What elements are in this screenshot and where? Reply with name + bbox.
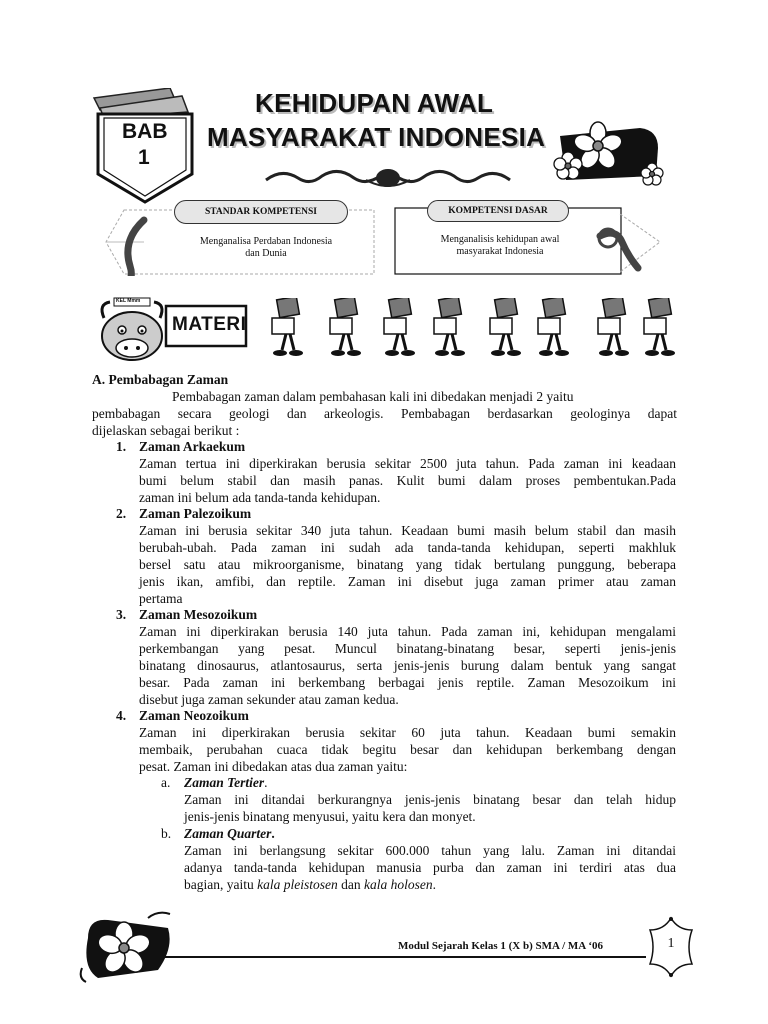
body-line: besar. Pada zaman ini berkembang berbagai jenis reptile. Zaman Mesozoikum ini: [139, 674, 676, 690]
item-number: 1.: [116, 439, 127, 454]
body-line: Zaman ini berlangsung sekitar 600.000 tahun yang lalu. Zaman ini ditandai: [184, 843, 676, 858]
subitem-title-text: Zaman Tertier: [184, 775, 265, 790]
reading-figure-icon: [640, 298, 680, 358]
intro-line: Pembabagan zaman dalam pembahasan kali ini dibedakan menjadi 2 yaitu: [172, 389, 574, 404]
subitem-title-suffix: .: [271, 826, 275, 841]
item-body: [139, 456, 676, 507]
body-line: binatang dinosaurus, atlantosaurus, serta jenis-jenis burung dalam bentuk yang sangat: [139, 657, 676, 673]
footer-text: Modul Sejarah Kelas 1 (X b) SMA / MA ‘06: [398, 940, 604, 952]
line-segment: dan: [337, 876, 364, 892]
item-body: [139, 624, 676, 709]
intro-line: dijelaskan sebagai berikut :: [92, 422, 240, 438]
materi-label: MATERI: [172, 314, 247, 335]
subitem-letter: b.: [161, 826, 172, 841]
standar-kompetensi-line1: Menganalisa Perdaban Indonesia: [199, 236, 333, 247]
term-holosen: kala holosen: [363, 876, 433, 892]
body-line: berubah-ubah. Pada zaman ini sudah ada tanda-tanda kehidupan, seperti makhluk: [139, 539, 676, 555]
page-title-line1: KEHIDUPAN AWAL: [255, 88, 494, 118]
body-line: jenis ikan, amfibi, dan reptile. Zaman ini disebut juga zaman primer atau zaman: [139, 573, 676, 589]
page-title-line2: MASYARAKAT INDONESIA: [207, 122, 546, 152]
reading-figure-icon: [534, 298, 574, 358]
subitem-body: [184, 792, 676, 826]
footer-rule: [160, 956, 646, 958]
chapter-label: BAB: [122, 120, 168, 143]
reading-figure-icon: [486, 298, 526, 358]
body-line: Zaman ini ditandai berkurangnya jenis-jenis binatang besar dan telah hidup: [184, 792, 676, 807]
kompetensi-dasar-text: [420, 234, 580, 258]
section-a-intro: [92, 389, 677, 440]
chapter-number: 1: [138, 146, 150, 169]
standar-kompetensi-text: [196, 236, 336, 260]
kompetensi-dasar-line1: Menganalisis kehidupan awal: [440, 234, 560, 245]
body-line: [184, 877, 676, 894]
item-body: [139, 523, 676, 608]
intro-line: pembabagan secara geologi dan arkeologis. Pembabagan berdasarkan geologinya dapat: [92, 405, 677, 421]
body-line: pesat. Zaman ini dibedakan atas dua zaman yaitu:: [139, 758, 408, 774]
subitem-title-suffix: .: [264, 775, 268, 790]
body-line: pertama: [139, 590, 183, 606]
body-line: Zaman tertua ini diperkirakan berusia sekitar 2500 juta tahun. Pada zaman ini keadaan: [139, 456, 676, 471]
body-line: perkembangan yang pesat. Muncul binatang-binatang besar, seperti jenis-jenis: [139, 640, 676, 656]
body-line: Zaman ini diperkirakan berusia sekitar 60 juta tahun. Keadaan bumi semakin: [139, 725, 676, 740]
body-line: disebut juga zaman sekunder atau zaman kedua.: [139, 691, 399, 707]
kompetensi-dasar-line2: masyarakat Indonesia: [456, 246, 544, 257]
reading-figure-icon: [326, 298, 366, 358]
subitem-letter: a.: [161, 775, 171, 790]
footer-flower-icon: [78, 908, 178, 984]
reading-figure-icon: [380, 298, 420, 358]
body-line: adanya tanda-tanda kehidupan manusia purba dan zaman ini terdiri atas dua: [184, 859, 676, 875]
subitem-title-text: Zaman Quarter: [184, 826, 272, 841]
page-number: 1: [667, 936, 675, 951]
reading-figure-icon: [594, 298, 634, 358]
item-number: 4.: [116, 708, 127, 723]
item-title: Zaman Neozoikum: [139, 708, 249, 723]
item-body: [139, 725, 676, 776]
kompetensi-dasar-label: KOMPETENSI DASAR: [427, 200, 569, 222]
line-segment: bagian, yaitu: [184, 876, 258, 892]
reading-figure-icon: [430, 298, 470, 358]
body-line: Zaman ini diperkirakan berusia 140 juta tahun. Pada zaman ini, kehidupan mengalami: [139, 624, 676, 639]
section-a-heading: A. Pembabagan Zaman: [92, 372, 229, 387]
reading-figure-icon: [268, 298, 308, 358]
body-line: membaik, perubahan cuaca tidak begitu besar dan kehidupan berkembang dengan: [139, 741, 676, 757]
body-line: jenis-jenis binatang menyusui, yaitu kera dan monyet.: [184, 808, 476, 824]
standar-kompetensi-label: STANDAR KOMPETENSI: [174, 200, 348, 224]
line-segment: .: [432, 876, 436, 892]
standar-kompetensi-line2: dan Dunia: [245, 248, 287, 259]
body-line: bumi belum stabil dan masih panas. Kulit bumi dalam proses pembentukan.Pada: [139, 472, 676, 488]
subitem-title: [184, 826, 275, 843]
subitem-body: [184, 843, 676, 894]
item-title: Zaman Mesozoikum: [139, 607, 258, 622]
subitem-title: [184, 775, 268, 792]
item-number: 2.: [116, 506, 127, 521]
body-line: Zaman ini berusia sekitar 340 juta tahun. Keadaan bumi masih belum stabil dan masih: [139, 523, 676, 538]
item-title: Zaman Palezoikum: [139, 506, 252, 521]
cow-mascot-icon: [102, 298, 162, 360]
flower-cluster-icon: [540, 116, 680, 192]
body-line: bersel satu atau mikroorganisme, binatang yang tidak bertulang punggung, beberapa: [139, 556, 676, 572]
term-pleistosen: kala pleistosen: [257, 876, 338, 892]
item-number: 3.: [116, 607, 127, 622]
mascot-tag: KEL Mmm: [116, 298, 141, 304]
ornament-divider: [262, 166, 514, 192]
body-line: zaman ini belum ada tanda-tanda kehidupan.: [139, 489, 381, 505]
item-title: Zaman Arkaekum: [139, 439, 246, 454]
